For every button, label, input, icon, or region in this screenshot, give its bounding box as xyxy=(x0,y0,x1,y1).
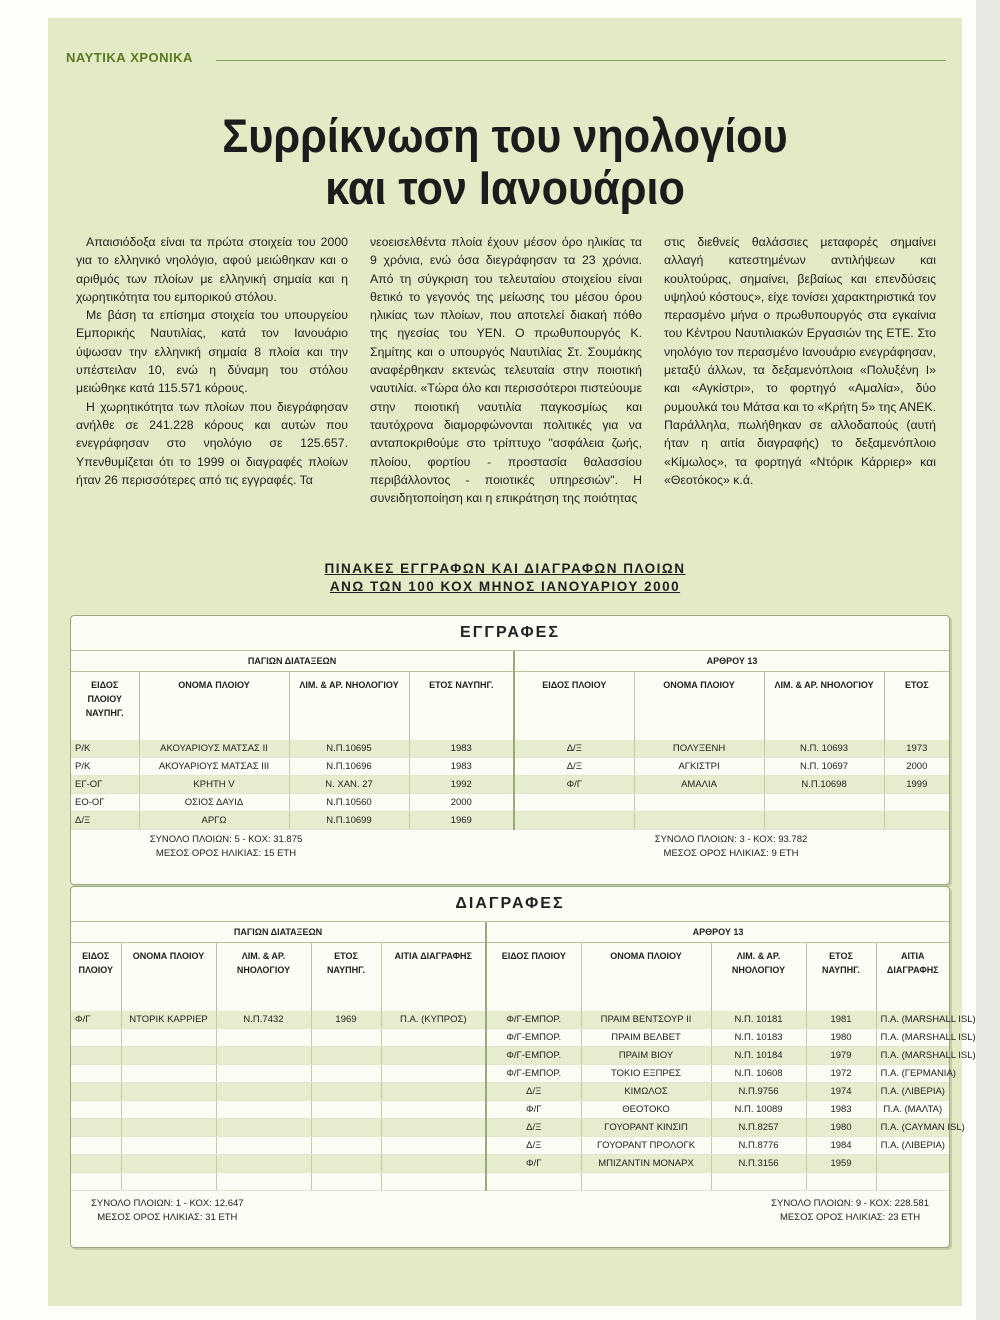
table-cell: ΕΓ-ΟΓ xyxy=(71,776,139,794)
table-cell: 1969 xyxy=(409,812,514,830)
table-cell xyxy=(121,1173,216,1191)
table-cell xyxy=(381,1065,486,1083)
table-cell xyxy=(121,1119,216,1137)
table-cell: 1980 xyxy=(806,1029,876,1047)
table-cell: 1974 xyxy=(806,1083,876,1101)
table-row xyxy=(71,812,949,830)
table-cell: 1981 xyxy=(806,1011,876,1029)
table-cell: 1972 xyxy=(806,1065,876,1083)
table-cell xyxy=(71,1119,121,1137)
table-cell: ΜΠΙΖΑΝΤΙΝ ΜΟΝΑΡΧ xyxy=(581,1155,711,1173)
column-header: ΕΙΔΟΣ ΠΛΟΙΟΥ xyxy=(514,672,634,741)
summary-total: ΣΥΝΟΛΟ ΠΛΟΙΩΝ: 3 - ΚΟΧ: 93.782 xyxy=(654,834,808,845)
page-edge xyxy=(976,0,1000,1320)
table-cell: ΠΡΑΙΜ ΒΕΛΒΕΤ xyxy=(581,1029,711,1047)
table-cell xyxy=(764,794,884,812)
table-cell xyxy=(121,1137,216,1155)
table-row xyxy=(71,1173,949,1191)
table-cell xyxy=(311,1029,381,1047)
table-cell: ΕΟ-ΟΓ xyxy=(71,794,139,812)
table-cell: ΑΚΟΥΑΡΙΟΥΣ ΜΑΤΣΑΣ ΙΙΙ xyxy=(139,758,289,776)
table-cell xyxy=(311,1173,381,1191)
table-cell xyxy=(121,1101,216,1119)
group-left-header: ΠΑΓΙΩΝ ΔΙΑΤΑΞΕΩΝ xyxy=(71,922,486,943)
table-row xyxy=(71,1101,949,1119)
table-cell: ΠΟΛΥΞΕΝΗ xyxy=(634,740,764,758)
table-cell xyxy=(121,1065,216,1083)
paragraph: Απαισιόδοξα είναι τα πρώτα στοιχεία του 2000 για το ελληνικό νηολόγιο, αφού μειώθηκαν και ο αριθμός των πλοίων με ελληνική σημαία και η χωρητικότητα του εμπορικού στόλου. xyxy=(76,235,348,304)
summary-left xyxy=(91,1197,244,1225)
column-header: ΕΤΟΣ ΝΑΥΠΗΓ. xyxy=(311,943,381,1012)
table-cell xyxy=(634,794,764,812)
table-cell xyxy=(216,1029,311,1047)
table-cell: Ν.Π.8776 xyxy=(711,1137,806,1155)
column-header: ΑΙΤΙΑ ΔΙΑΓΡΑΦΗΣ xyxy=(381,943,486,1012)
table-cell: 1999 xyxy=(884,776,949,794)
summary-total: ΣΥΝΟΛΟ ΠΛΟΙΩΝ: 5 - ΚΟΧ: 31.875 xyxy=(149,834,303,845)
table-cell: Φ/Γ-ΕΜΠΟΡ. xyxy=(486,1029,581,1047)
group-left-header: ΠΑΓΙΩΝ ΔΙΑΤΑΞΕΩΝ xyxy=(71,651,514,672)
table-cell xyxy=(381,1101,486,1119)
table-cell xyxy=(71,1065,121,1083)
table-cell xyxy=(121,1029,216,1047)
table-cell: Ν.Π. 10181 xyxy=(711,1011,806,1029)
summary-avg-age: ΜΕΣΟΣ ΟΡΟΣ ΗΛΙΚΙΑΣ: 23 ΕΤΗ xyxy=(779,1212,921,1223)
table-row xyxy=(71,776,949,794)
table-cell xyxy=(381,1173,486,1191)
tables-heading-line-1: ΠΙΝΑΚΕΣ ΕΓΓΡΑΦΩΝ ΚΑΙ ΔΙΑΓΡΑΦΩΝ ΠΛΟΙΩΝ xyxy=(324,561,686,576)
table-cell: Ν.Π.10696 xyxy=(289,758,409,776)
table-cell xyxy=(71,1155,121,1173)
table-cell: Ρ/Κ xyxy=(71,740,139,758)
table-cell: ΑΜΑΛΙΑ xyxy=(634,776,764,794)
summary-avg-age: ΜΕΣΟΣ ΟΡΟΣ ΗΛΙΚΙΑΣ: 9 ΕΤΗ xyxy=(663,848,799,859)
column-header: ΕΙΔΟΣ ΠΛΟΙΟΥ xyxy=(486,943,581,1012)
table-cell: Δ/Ξ xyxy=(486,1137,581,1155)
table-cell xyxy=(381,1047,486,1065)
deletions-rows xyxy=(71,1011,976,1191)
summary-avg-age: ΜΕΣΟΣ ΟΡΟΣ ΗΛΙΚΙΑΣ: 15 ΕΤΗ xyxy=(155,848,297,859)
table-cell: Π.Α. (MARSHALL ISL) xyxy=(876,1047,949,1065)
column-header: ΟΝΟΜΑ ΠΛΟΙΟΥ xyxy=(581,943,711,1012)
column-header: ΟΝΟΜΑ ΠΛΟΙΟΥ xyxy=(139,672,289,741)
table-cell: ΠΡΑΙΜ ΒΕΝΤΣΟΥΡ ΙΙ xyxy=(581,1011,711,1029)
table-cell: Ν.Π.10560 xyxy=(289,794,409,812)
table-cell: Φ/Γ-ΕΜΠΟΡ. xyxy=(486,1065,581,1083)
table-cell xyxy=(514,812,634,830)
deletions-summary xyxy=(71,1197,949,1225)
table-cell xyxy=(71,1029,121,1047)
table-cell: 1980 xyxy=(806,1119,876,1137)
table-cell: Δ/Ξ xyxy=(514,758,634,776)
title-line-1: Συρρίκνωση του νηολογίου xyxy=(222,109,788,162)
table-cell: Π.Α. (MARSHALL ISL) xyxy=(876,1011,949,1029)
table-cell: Π.Α. (ΛΙΒΕΡΙΑ) xyxy=(876,1137,949,1155)
table-cell xyxy=(711,1173,806,1191)
table-cell: Φ/Γ-ΕΜΠΟΡ. xyxy=(486,1047,581,1065)
summary-total: ΣΥΝΟΛΟ ΠΛΟΙΩΝ: 1 - ΚΟΧ: 12.647 xyxy=(91,1198,244,1209)
table-cell: ΑΡΓΩ xyxy=(139,812,289,830)
table-cell xyxy=(216,1173,311,1191)
table-cell xyxy=(311,1155,381,1173)
table-cell xyxy=(634,812,764,830)
column-header: ΛΙΜ. & ΑΡ. ΝΗΟΛΟΓΙΟΥ xyxy=(289,672,409,741)
summary-total: ΣΥΝΟΛΟ ΠΛΟΙΩΝ: 9 - ΚΟΧ: 228.581 xyxy=(771,1198,929,1209)
deletions-table xyxy=(71,922,976,1191)
table-row xyxy=(71,740,949,758)
table-cell: Δ/Ξ xyxy=(486,1119,581,1137)
table-cell xyxy=(71,1047,121,1065)
magazine-page xyxy=(48,18,976,1306)
column-2 xyxy=(370,233,642,507)
table-cell xyxy=(884,812,949,830)
table-cell: 1979 xyxy=(806,1047,876,1065)
table-cell: Φ/Γ-ΕΜΠΟΡ. xyxy=(486,1011,581,1029)
table-cell: ΓΟΥΟΡΑΝΤ ΠΡΟΛΟΓΚ xyxy=(581,1137,711,1155)
registrations-summary xyxy=(71,833,949,861)
summary-left xyxy=(71,833,381,861)
table-cell: Ν.Π. 10089 xyxy=(711,1101,806,1119)
table-cell xyxy=(71,1173,121,1191)
table-cell xyxy=(581,1173,711,1191)
table-cell: Δ/Ξ xyxy=(71,812,139,830)
table-cell: Ν.Π.8257 xyxy=(711,1119,806,1137)
table-cell: ΚΙΜΩΛΟΣ xyxy=(581,1083,711,1101)
table-cell: Ρ/Κ xyxy=(71,758,139,776)
table-cell xyxy=(381,1137,486,1155)
table-cell: ΠΡΑΙΜ ΒΙΟΥ xyxy=(581,1047,711,1065)
tables-heading-line-2: ΑΝΩ ΤΩΝ 100 ΚΟΧ ΜΗΝΟΣ ΙΑΝΟΥΑΡΙΟΥ 2000 xyxy=(329,579,681,594)
table-row xyxy=(71,1047,949,1065)
table-cell: ΤΟΚΙΟ ΕΞΠΡΕΣ xyxy=(581,1065,711,1083)
column-header: ΕΙΔΟΣ ΠΛΟΙΟΥ ΝΑΥΠΗΓ. xyxy=(71,672,139,741)
table-cell xyxy=(216,1119,311,1137)
table-cell: ΟΣΙΟΣ ΔΑΥΙΔ xyxy=(139,794,289,812)
table-cell: Ν. ΧΑΝ. 27 xyxy=(289,776,409,794)
deletions-box xyxy=(70,886,976,1248)
table-cell xyxy=(216,1083,311,1101)
table-cell: 1983 xyxy=(409,758,514,776)
column-3 xyxy=(664,233,936,507)
article-title xyxy=(85,110,926,214)
table-cell: Ν.Π.9756 xyxy=(711,1083,806,1101)
table-cell: 1959 xyxy=(806,1155,876,1173)
table-cell: Ν.Π. 10693 xyxy=(764,740,884,758)
registrations-title: ΕΓΓΡΑΦΕΣ xyxy=(71,616,949,651)
table-cell: 2000 xyxy=(409,794,514,812)
paragraph: νεοεισελθέντα πλοία έχουν μέσον όρο ηλικίας τα 9 χρόνια, ενώ όσα διεγράφησαν τα 23 χρόνια. Από τη σύγκριση του τελευταίου στοιχείου είναι θετικό το γεγονός της μείωσης του μέσου όρου ηλικίας των πλοίων, που αποτελεί διακαή πόθο της ηγεσίας του ΥΕΝ. Ο πρωθυπουργός Κ. Σημίτης και ο υπουργός Ναυτιλίας Στ. Σουμάκης αναφέρθηκαν εκτενώς τελευταία στην ποιοτική ναυτιλία. «Τώρα όλο και περισσότεροι πιστεύουμε στην ποιοτική ναυτιλία παγκοσμίως και ταυτόχρονα διαμορφώνονται πολιτικές για να ανταποκριθούμε στο τρίπτυχο "ασφάλεια ζωής, πλοίου, φορτίου - προστασία θαλασσίου περιβάλλοντος - ποιοτικές υπηρεσιών". Η συνειδητοποίηση και η επικράτηση της ποιότητας xyxy=(370,235,642,506)
table-cell xyxy=(514,794,634,812)
registrations-rows xyxy=(71,740,949,830)
table-cell: Ν.Π.10699 xyxy=(289,812,409,830)
table-cell: ΑΓΚΙΣΤΡΙ xyxy=(634,758,764,776)
table-cell xyxy=(216,1137,311,1155)
table-cell: Δ/Ξ xyxy=(514,740,634,758)
table-row xyxy=(71,1065,949,1083)
registrations-box xyxy=(70,615,950,885)
column-header: ΕΤΟΣ ΝΑΥΠΗΓ. xyxy=(409,672,514,741)
table-cell xyxy=(884,794,949,812)
table-cell xyxy=(216,1101,311,1119)
table-cell: Ν.Π. 10608 xyxy=(711,1065,806,1083)
group-right-header: ΑΡΘΡΟΥ 13 xyxy=(486,922,949,943)
table-cell: Φ/Γ xyxy=(486,1101,581,1119)
table-cell xyxy=(311,1101,381,1119)
table-cell: 1984 xyxy=(806,1137,876,1155)
table-cell: ΝΤΟΡΙΚ ΚΑΡΡΙΕΡ xyxy=(121,1011,216,1029)
column-header: ΛΙΜ. & ΑΡ. ΝΗΟΛΟΓΙΟΥ xyxy=(711,943,806,1012)
article-body xyxy=(76,233,936,507)
paragraph: Με βάση τα επίσημα στοιχεία του υπουργείου Εμπορικής Ναυτιλίας, κατά τον Ιανουάριο ύψωσαν την ελληνική σημαία 8 πλοία και την υπέστειλαν 10, ενώ η δύναμη του στόλου μειώθηκε κατά 115.571 κόρους. xyxy=(76,308,348,396)
tables-heading xyxy=(48,560,962,596)
table-cell xyxy=(311,1065,381,1083)
table-cell xyxy=(764,812,884,830)
column-header: ΕΤΟΣ ΝΑΥΠΗΓ. xyxy=(806,943,876,1012)
table-cell xyxy=(311,1083,381,1101)
table-row xyxy=(71,1083,949,1101)
table-cell xyxy=(71,1137,121,1155)
group-header-row xyxy=(71,651,949,672)
registrations-table xyxy=(71,651,949,830)
table-cell: ΑΚΟΥΑΡΙΟΥΣ ΜΑΤΣΑΣ ΙΙ xyxy=(139,740,289,758)
table-row xyxy=(71,1029,949,1047)
table-cell: 1983 xyxy=(806,1101,876,1119)
table-cell: Ν.Π. 10697 xyxy=(764,758,884,776)
table-cell: Ν.Π.10698 xyxy=(764,776,884,794)
table-cell: Π.Α. (ΜΑΛΤΑ) xyxy=(876,1101,949,1119)
table-cell: Ν.Π.7432 xyxy=(216,1011,311,1029)
table-cell: 1973 xyxy=(884,740,949,758)
table-cell xyxy=(311,1119,381,1137)
table-cell: 1983 xyxy=(409,740,514,758)
section-header xyxy=(66,50,946,70)
table-cell xyxy=(311,1047,381,1065)
table-row xyxy=(71,1137,949,1155)
table-cell: Φ/Γ xyxy=(514,776,634,794)
summary-right xyxy=(771,1197,929,1225)
table-cell: Δ/Ξ xyxy=(486,1083,581,1101)
paragraph: στις διεθνείς θαλάσσιες μεταφορές σημαίνει αλλαγή κατεστημένων αντιλήψεων και κουλτούρας, σημαίνει, βεβαίως και επενδύσεις υψηλού κόστους», είχε τονίσει χαρακτηριστικά τον περασμένο μήνα ο πρωθυπουργός στα εγκαίνια του Κέντρου Ναυτιλιακών Εργασιών της ΕΤΕ. Στο νηολόγιο τον περασμένο Ιανουάριο ενεγράφησαν, μεταξύ άλλων, τα δεξαμενόπλοια «Πολυξένη Ι» και «Αγκίστρι», το φορτηγό «Αμαλία», δύο ρυμουλκά του Μάτσα και το «Κρήτη 5» της ΑΝΕΚ. Παράλληλα, πωλήθηκαν σε αλλοδαπούς (αυτή ήταν η αιτία διαγραφής) το δεξαμενόπλοιο «Κίμωλος», τα φορτηγά «Ντόρικ Κάρριερ» και «Θεοτόκος» κ.ά. xyxy=(664,235,936,487)
column-1 xyxy=(76,233,348,507)
table-cell: 1969 xyxy=(311,1011,381,1029)
column-header: ΑΙΤΙΑ ΔΙΑΓΡΑΦΗΣ xyxy=(886,951,939,975)
table-cell: Ν.Π. 10183 xyxy=(711,1029,806,1047)
table-cell: Π.Α. (ΚΥΠΡΟΣ) xyxy=(381,1011,486,1029)
table-cell xyxy=(876,1173,949,1191)
table-cell: Φ/Γ xyxy=(486,1155,581,1173)
table-cell xyxy=(876,1155,949,1173)
column-header-row xyxy=(71,943,949,1012)
group-right-header: ΑΡΘΡΟΥ 13 xyxy=(514,651,949,672)
table-cell xyxy=(71,1101,121,1119)
column-header-row xyxy=(71,672,949,741)
table-row xyxy=(71,1011,949,1029)
summary-right xyxy=(531,833,931,861)
column-header: ΕΙΔΟΣ ΠΛΟΙΟΥ xyxy=(71,943,121,1012)
table-cell: Ν.Π. 10184 xyxy=(711,1047,806,1065)
table-cell: Ν.Π.3156 xyxy=(711,1155,806,1173)
column-header: ΛΙΜ. & ΑΡ. ΝΗΟΛΟΓΙΟΥ xyxy=(216,943,311,1012)
title-line-2: και τον Ιανουάριο xyxy=(325,161,685,214)
table-cell xyxy=(121,1155,216,1173)
section-name: ΝΑΥΤΙΚΑ ΧΡΟΝΙΚΑ xyxy=(66,50,193,65)
column-header: ΕΤΟΣ xyxy=(904,680,929,690)
table-cell: 2000 xyxy=(884,758,949,776)
table-cell: Π.Α. (MARSHALL ISL) xyxy=(876,1029,949,1047)
column-header: ΟΝΟΜΑ ΠΛΟΙΟΥ xyxy=(121,943,216,1012)
table-cell xyxy=(381,1119,486,1137)
table-cell xyxy=(806,1173,876,1191)
table-row xyxy=(71,1119,949,1137)
table-cell xyxy=(381,1083,486,1101)
deletions-title: ΔΙΑΓΡΑΦΕΣ xyxy=(71,887,949,922)
table-cell: ΓΟΥΟΡΑΝΤ ΚΙΝΣΙΠ xyxy=(581,1119,711,1137)
table-cell xyxy=(121,1047,216,1065)
table-cell: Π.Α. (ΓΕΡΜΑΝΙΑ) xyxy=(876,1065,949,1083)
group-header-row xyxy=(71,922,949,943)
summary-avg-age: ΜΕΣΟΣ ΟΡΟΣ ΗΛΙΚΙΑΣ: 31 ΕΤΗ xyxy=(97,1212,238,1223)
table-cell xyxy=(381,1029,486,1047)
table-cell: ΘΕΟΤΟΚΟ xyxy=(581,1101,711,1119)
table-cell xyxy=(381,1155,486,1173)
table-cell xyxy=(486,1173,581,1191)
paragraph: Η χωρητικότητα των πλοίων που διεγράφησαν ανήλθε σε 241.228 κόρους και αυτών που ενεγράφησαν στο νηολόγιο σε 125.657. Υπενθυμίζεται ότι το 1999 οι διαγραφές πλοίων ήταν 26 περισσότερες από τις εγγραφές. Τα xyxy=(76,399,348,487)
column-header: ΟΝΟΜΑ ΠΛΟΙΟΥ xyxy=(634,672,764,741)
column-header: ΛΙΜ. & ΑΡ. ΝΗΟΛΟΓΙΟΥ xyxy=(764,672,884,741)
table-cell xyxy=(71,1083,121,1101)
table-row xyxy=(71,794,949,812)
table-cell: 1992 xyxy=(409,776,514,794)
table-row xyxy=(71,1155,949,1173)
table-cell xyxy=(121,1083,216,1101)
table-row xyxy=(71,758,949,776)
table-cell: Ν.Π.10695 xyxy=(289,740,409,758)
table-cell xyxy=(216,1047,311,1065)
table-cell xyxy=(216,1155,311,1173)
table-cell: Π.Α. (CAYMAN ISL) xyxy=(876,1119,949,1137)
table-cell: Π.Α. (ΛΙΒΕΡΙΑ) xyxy=(876,1083,949,1101)
table-cell xyxy=(216,1065,311,1083)
table-cell: Φ/Γ xyxy=(71,1011,121,1029)
table-cell xyxy=(311,1137,381,1155)
header-rule xyxy=(216,60,946,61)
table-cell: ΚΡΗΤΗ V xyxy=(139,776,289,794)
